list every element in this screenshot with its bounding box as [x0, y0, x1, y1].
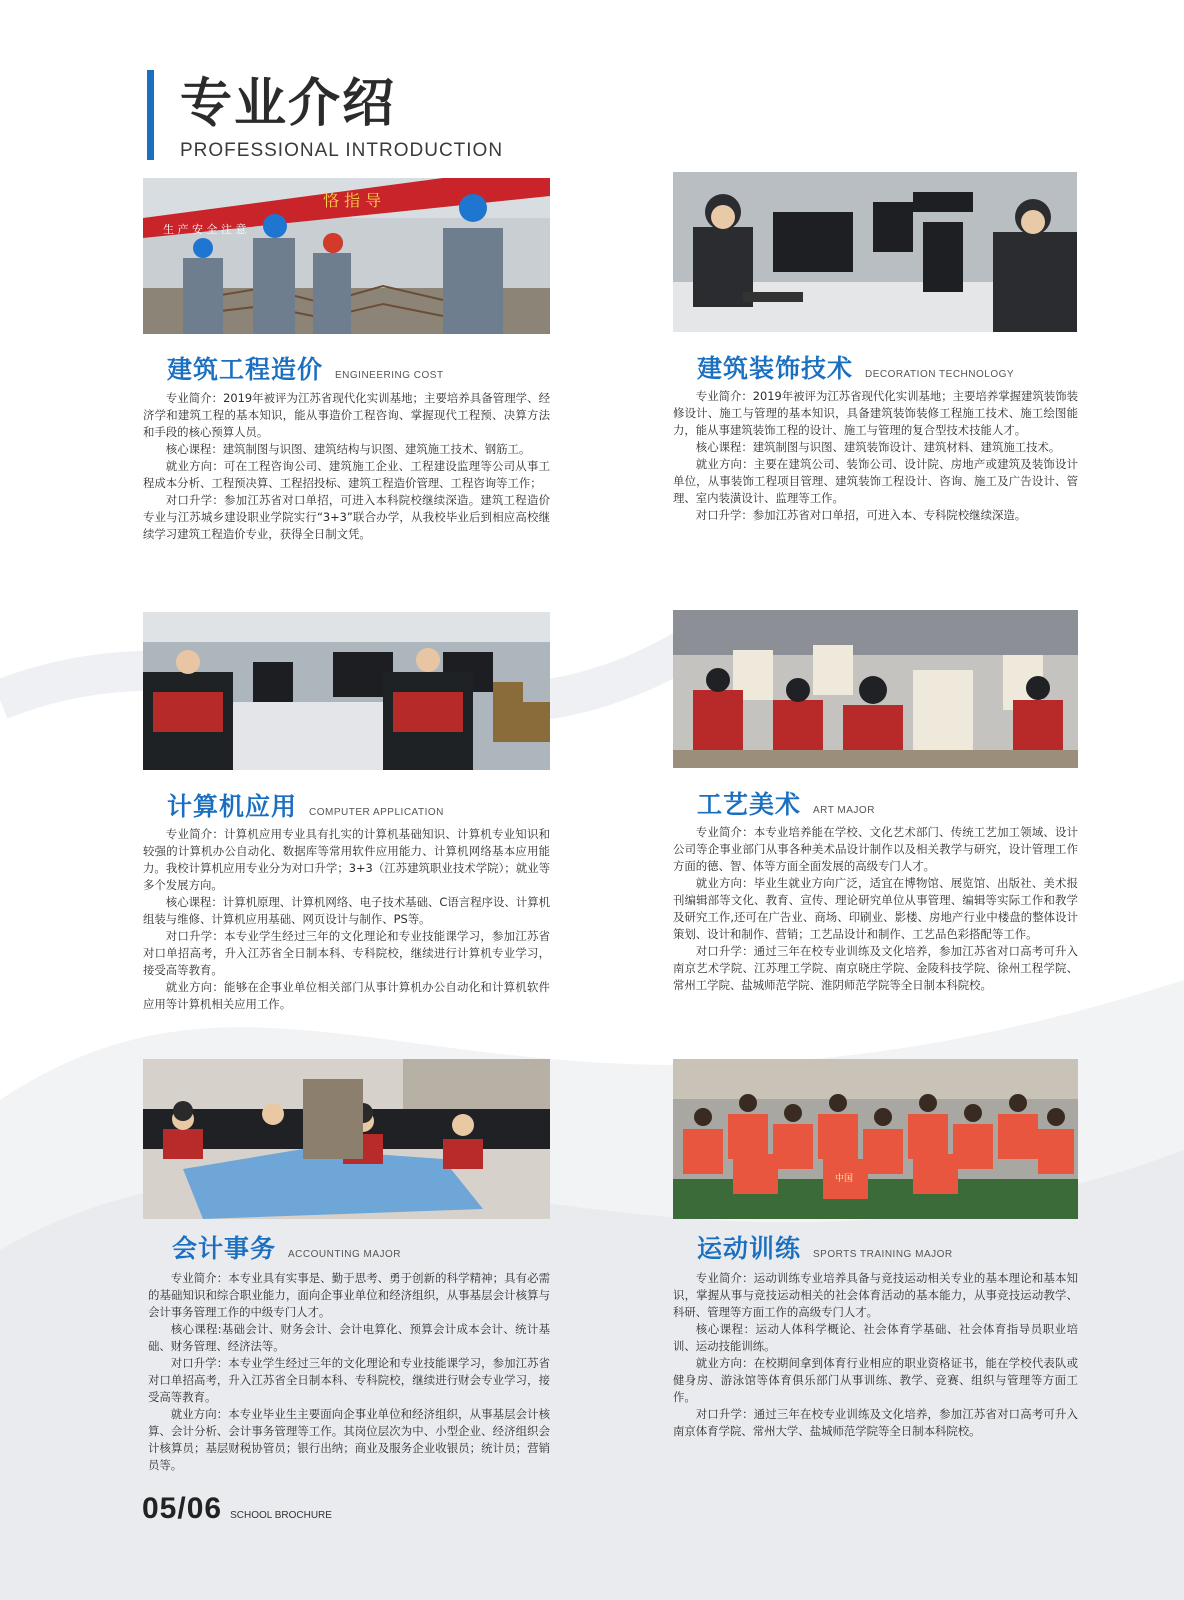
- banner-text: 恪 指 导: [323, 191, 382, 210]
- section-body-decoration: [673, 388, 1078, 524]
- paragraph: 就业方向：主要在建筑公司、装饰公司、设计院、房地产或建筑及装饰设计单位，从事装饰工程项目管理、建筑装饰工程设计、咨询、施工及广告设计、管理、室内装潢设计、监理等工作。: [673, 457, 1078, 505]
- paragraph: 对口升学：通过三年在校专业训练及文化培养，参加江苏省对口高考可升入南京体育学院、常州大学、盐城师范学院等全日制本科院校。: [673, 1407, 1078, 1438]
- paragraph: 核心课程:基础会计、财务会计、会计电算化、预算会计成本会计、统计基础、财务管理、经济法等。: [148, 1322, 550, 1353]
- section-body-art: [673, 824, 1078, 994]
- paragraph: 专业简介：运动训练专业培养具备与竞技运动相关专业的基本理论和基本知识，掌握从事与竞技运动相关的社会体育活动的基本能力，从事竞技运动教学、科研、管理等方面工作的高级专门人才。: [673, 1271, 1078, 1319]
- section-title-zh: 建筑装饰技术: [697, 354, 854, 383]
- section-title-sports: [697, 1229, 953, 1265]
- section-title-en: COMPUTER APPLICATION: [309, 807, 444, 818]
- header-accent-bar: [147, 70, 154, 160]
- section-title-en: ART MAJOR: [813, 805, 875, 816]
- photo-art-studio: [673, 610, 1078, 768]
- paragraph: 专业简介：计算机应用专业具有扎实的计算机基础知识、计算机专业知识和较强的计算机办公自动化、数据库等常用软件应用能力、计算机网络基本应用能力。我校计算机应用专业分为对口升学；3+3（江苏建筑职业技术学院）；就业等多个发展方向。: [143, 827, 550, 892]
- section-title-en: DECORATION TECHNOLOGY: [865, 369, 1015, 380]
- section-title-zh: 计算机应用: [167, 792, 298, 821]
- photo-engineering-workshop: [143, 178, 550, 334]
- section-title-zh: 会计事务: [172, 1234, 277, 1263]
- section-title-engineering-cost: [167, 350, 444, 386]
- paragraph: 就业方向：本专业毕业生主要面向企事业单位和经济组织，从事基层会计核算、会计分析、会计事务管理等工作。其岗位层次为中、小型企业、经济组织会计核算员；基层财税协管员；银行出纳；商业及服务企业收银员；统计员；营销员等。: [148, 1407, 550, 1472]
- paragraph: 核心课程：建筑制图与识图、建筑装饰设计、建筑材料、建筑施工技术。: [695, 440, 1061, 454]
- paragraph: 核心课程：建筑制图与识图、建筑结构与识图、建筑施工技术、钢筋工。: [165, 442, 531, 456]
- photo-computer-class: [143, 612, 550, 770]
- section-title-decoration: [697, 349, 1014, 385]
- paragraph: 专业简介：2019年被评为江苏省现代化实训基地；主要培养具备管理学、经济学和建筑工程的基本知识，能从事造价工程咨询、掌握现代工程预、决算方法和手段的核心预算人员。: [143, 391, 550, 439]
- page-number: 05/06: [142, 1492, 223, 1525]
- section-title-zh: 建筑工程造价: [167, 355, 324, 384]
- paragraph: 就业方向：可在工程咨询公司、建筑施工企业、工程建设监理等公司从事工程成本分析、工程预决算、工程招投标、建筑工程造价管理、工程咨询等工作；: [143, 459, 550, 490]
- section-body-computer: [143, 826, 550, 1013]
- paragraph: 就业方向：在校期间拿到体育行业相应的职业资格证书，能在学校代表队或健身房、游泳馆等体育俱乐部门从事训练、教学、竞赛、组织与管理等方面工作。: [673, 1356, 1078, 1404]
- section-title-accounting: [172, 1229, 401, 1265]
- paragraph: 就业方向：毕业生就业方向广泛，适宜在博物馆、展览馆、出版社、美术报刊编辑部等文化、教育、宣传、理论研究单位从事管理、编辑等实际工作和教学及研究工作,还可在广告业、商场、印刷业、影楼、房地产行业中楼盘的整体设计策划、设计和制作、营销；工艺品设计和制作、工艺品色彩搭配等工作。: [673, 876, 1078, 941]
- paragraph: 专业简介：2019年被评为江苏省现代化实训基地；主要培养掌握建筑装饰装修设计、施工与管理的基本知识，具备建筑装饰装修工程施工技术、施工绘图能力，能从事建筑装饰工程的设计、施工与管理的复合型技术技能人才。: [673, 389, 1078, 437]
- paragraph: 专业简介：本专业培养能在学校、文化艺术部门、传统工艺加工领域、设计公司等企事业部门从事各种美术品设计制作以及相关教学与研究，设计管理工作方面的德、智、体等方面全面发展的高级专门人才。: [673, 825, 1078, 873]
- page-footer: [142, 1492, 332, 1526]
- paragraph: 就业方向：能够在企事业单位相关部门从事计算机办公自动化和计算机软件应用等计算机相关应用工作。: [143, 980, 550, 1011]
- section-title-en: SPORTS TRAINING MAJOR: [813, 1249, 953, 1260]
- jersey-text: 中国: [835, 1174, 854, 1184]
- page-title: 专业介绍: [180, 74, 397, 134]
- paragraph: 对口升学：本专业学生经过三年的文化理论和专业技能课学习，参加江苏省对口单招高考，升入江苏省全日制本科、专科院校，继续进行财会专业学习，接受高等教育。: [148, 1356, 550, 1404]
- paragraph: 专业简介：本专业具有实事是、勤于思考、勇于创新的科学精神；具有必需的基础知识和综合职业能力，面向企事业单位和经济组织，从事基层会计核算与会计事务管理工作的中级专门人才。: [148, 1271, 550, 1319]
- paragraph: 对口升学：本专业学生经过三年的文化理论和专业技能课学习，参加江苏省对口单招高考，升入江苏省全日制本科、专科院校，继续进行计算机专业学习，接受高等教育。: [143, 929, 550, 977]
- section-body-sports: [673, 1270, 1078, 1440]
- section-title-zh: 运动训练: [697, 1234, 802, 1263]
- footer-label: SCHOOL BROCHURE: [230, 1510, 332, 1521]
- section-title-en: ACCOUNTING MAJOR: [288, 1249, 402, 1260]
- paragraph: 对口升学：参加江苏省对口单招，可进入本、专科院校继续深造。: [695, 508, 1027, 522]
- paragraph: 对口升学：通过三年在校专业训练及文化培养，参加江苏省对口高考可升入南京艺术学院、江苏理工学院、南京晓庄学院、金陵科技学院、徐州工程学院、常州工学院、盐城师范学院、淮阴师范学院等全日制本科院校。: [673, 944, 1078, 992]
- section-title-en: ENGINEERING COST: [335, 370, 444, 381]
- section-title-art: [697, 785, 875, 821]
- paragraph: 核心课程：计算机原理、计算机网络、电子技术基础、C语言程序设、计算机组装与维修、计算机应用基础、网页设计与制作、PS等。: [143, 895, 550, 926]
- paragraph: 对口升学：参加江苏省对口单招，可进入本科院校继续深造。建筑工程造价专业与江苏城乡建设职业学院实行“3+3”联合办学，从我校毕业后到相应高校继续学习建筑工程造价专业，获得全日制文凭。: [143, 493, 550, 541]
- section-body-engineering-cost: [143, 390, 550, 543]
- banner-text-2: 生 产 安 全 注 意: [163, 223, 247, 236]
- section-body-accounting: [148, 1270, 550, 1474]
- photo-sports-team: [673, 1059, 1078, 1219]
- paragraph: 核心课程：运动人体科学概论、社会体育学基础、社会体育指导员职业培训、运动技能训练。: [673, 1322, 1078, 1353]
- page-subtitle: PROFESSIONAL INTRODUCTION: [180, 140, 504, 161]
- section-title-zh: 工艺美术: [697, 790, 802, 819]
- photo-decoration-lab: [673, 172, 1077, 332]
- photo-accounting-class: [143, 1059, 550, 1219]
- section-title-computer: [167, 787, 444, 823]
